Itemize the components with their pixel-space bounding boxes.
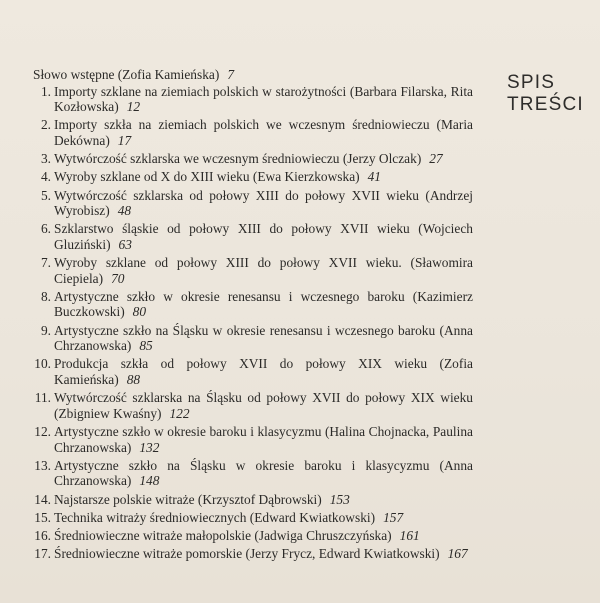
toc-entry-text-wrap xyxy=(54,188,473,219)
toc-entry-text-wrap xyxy=(54,356,473,387)
toc-entry-text-wrap xyxy=(54,151,473,167)
toc-entry-text-wrap xyxy=(54,84,473,115)
section-title xyxy=(507,72,584,116)
toc-entry-number: 1. xyxy=(40,83,51,99)
toc-entry-text-wrap xyxy=(54,221,473,252)
toc-entry-text-wrap xyxy=(54,528,473,544)
toc-entry-title: Importy szklane na ziemiach polskich w starożytności (Barbara Filarska, Rita Kozłowska) xyxy=(54,83,473,115)
toc-intro-page: 7 xyxy=(227,67,235,82)
toc-entry-text-wrap xyxy=(54,169,473,185)
toc-entry xyxy=(33,390,473,421)
toc-entry-page: 161 xyxy=(399,527,420,543)
toc-entry-page: 63 xyxy=(118,236,132,252)
toc-entry-text-wrap xyxy=(54,289,473,320)
toc-entry-title: Wytwórczość szklarska na Śląsku od połowy XVII do połowy XIX wieku (Zbigniew Kwaśny) xyxy=(54,390,473,421)
toc-entry-page: 70 xyxy=(111,270,125,286)
toc-entry-page: 41 xyxy=(367,169,381,185)
toc-intro-text: Słowo wstępne (Zofia Kamieńska) xyxy=(33,67,220,82)
toc-entry-title: Wytwórczość szklarska od połowy XIII do połowy XVII wieku (Andrzej Wyrobisz) xyxy=(54,187,473,219)
toc-entry-number: 3. xyxy=(40,151,51,167)
toc-entry-title: Wyroby szklane od połowy XIII do połowy XVII wieku. (Sławomira Ciepiela) xyxy=(54,255,473,286)
toc-entry-number: 16. xyxy=(34,527,51,543)
toc-entries xyxy=(33,84,473,562)
toc-entry-title: Średniowieczne witraże małopolskie (Jadwiga Chruszczyńska) xyxy=(54,527,392,543)
toc-entry-number: 17. xyxy=(34,546,51,562)
toc-entry-title: Najstarsze polskie witraże (Krzysztof Dąbrowski) xyxy=(54,491,322,507)
toc-entry-number: 15. xyxy=(34,509,51,525)
toc-entry xyxy=(33,323,473,354)
toc-entry xyxy=(33,528,473,544)
toc-entry-page: 80 xyxy=(132,304,147,320)
toc-entry-title: Produkcja szkła od połowy XVII do połowy XIX wieku (Zofia Kamieńska) xyxy=(54,356,473,388)
toc-entry xyxy=(33,546,473,562)
toc-entry xyxy=(33,356,473,387)
toc-entry xyxy=(33,255,473,286)
toc-entry xyxy=(33,458,473,489)
toc-entry-title: Artystyczne szkło na Śląsku w okresie renesansu i wczesnego baroku (Anna Chrzanowska) xyxy=(54,322,473,354)
toc-entry-page: 12 xyxy=(126,99,141,115)
toc-entry xyxy=(33,221,473,252)
toc-entry-number: 8. xyxy=(40,288,51,304)
toc-entry xyxy=(33,84,473,115)
toc-entry-page: 17 xyxy=(117,132,132,148)
section-title-line-2: TREŚCI xyxy=(507,94,584,115)
toc-entry-number: 2. xyxy=(40,117,51,133)
toc-entry-page: 148 xyxy=(139,473,160,489)
toc-entry-number: 4. xyxy=(40,169,51,185)
toc-entry-number: 13. xyxy=(34,457,51,473)
toc-entry-title: Wytwórczość szklarska we wczesnym średniowieczu (Jerzy Olczak) xyxy=(54,151,422,167)
toc-entry-text-wrap xyxy=(54,255,473,286)
toc-entry-title: Technika witraży średniowiecznych (Edward Kwiatkowski) xyxy=(54,509,376,525)
toc-entry-page: 153 xyxy=(329,491,350,507)
toc-entry-page: 167 xyxy=(447,546,468,562)
toc-entry-page: 48 xyxy=(117,203,132,219)
toc-entry-text-wrap xyxy=(54,390,473,421)
toc-intro xyxy=(33,67,473,83)
toc-entry-page: 157 xyxy=(383,509,404,525)
toc-entry-text-wrap xyxy=(54,510,473,526)
toc-entry-text-wrap xyxy=(54,323,473,354)
toc-entry-page: 85 xyxy=(139,338,153,354)
toc-entry-text-wrap xyxy=(54,546,473,562)
toc-entry xyxy=(33,424,473,455)
toc-entry-text-wrap xyxy=(54,492,473,508)
toc-entry xyxy=(33,117,473,148)
toc-entry xyxy=(33,188,473,219)
toc-entry-number: 6. xyxy=(40,221,51,237)
toc-entry-title: Wyroby szklane od X do XIII wieku (Ewa Kierzkowska) xyxy=(54,169,360,185)
toc-entry-title: Artystyczne szkło w okresie renesansu i wczesnego baroku (Kazimierz Buczkowski) xyxy=(54,288,473,320)
toc-entry-text-wrap xyxy=(54,458,473,489)
toc-entry-text-wrap xyxy=(54,117,473,148)
table-of-contents xyxy=(33,67,473,564)
toc-entry-page: 122 xyxy=(169,405,190,421)
section-title-line-1: SPIS xyxy=(507,72,556,93)
toc-entry xyxy=(33,151,473,167)
toc-entry-page: 27 xyxy=(429,151,443,167)
toc-entry xyxy=(33,510,473,526)
toc-entry-title: Importy szkła na ziemiach polskich we wczesnym średniowieczu (Maria Dekówna) xyxy=(54,117,473,148)
toc-entry-title: Szklarstwo śląskie od połowy XIII do połowy XVII wieku (Wojciech Gluziński) xyxy=(54,221,473,252)
toc-entry-title: Artystyczne szkło na Śląsku w okresie baroku i klasycyzmu (Anna Chrzanowska) xyxy=(54,457,473,489)
toc-entry-number: 10. xyxy=(34,356,51,372)
toc-entry-number: 11. xyxy=(34,390,51,406)
toc-entry-title: Średniowieczne witraże pomorskie (Jerzy Frycz, Edward Kwiatkowski) xyxy=(54,546,440,562)
toc-entry-number: 9. xyxy=(40,322,51,338)
toc-entry-title: Artystyczne szkło w okresie baroku i klasycyzmu (Halina Chojnacka, Paulina Chrzanowska) xyxy=(54,424,473,455)
toc-entry-page: 88 xyxy=(126,372,141,388)
toc-entry-number: 5. xyxy=(40,187,51,203)
toc-entry-text-wrap xyxy=(54,424,473,455)
toc-entry xyxy=(33,169,473,185)
toc-entry-page: 132 xyxy=(139,439,160,455)
toc-entry xyxy=(33,492,473,508)
toc-entry-number: 7. xyxy=(40,255,51,271)
toc-entry xyxy=(33,289,473,320)
toc-entry-number: 14. xyxy=(34,491,51,507)
toc-entry-number: 12. xyxy=(34,424,51,439)
